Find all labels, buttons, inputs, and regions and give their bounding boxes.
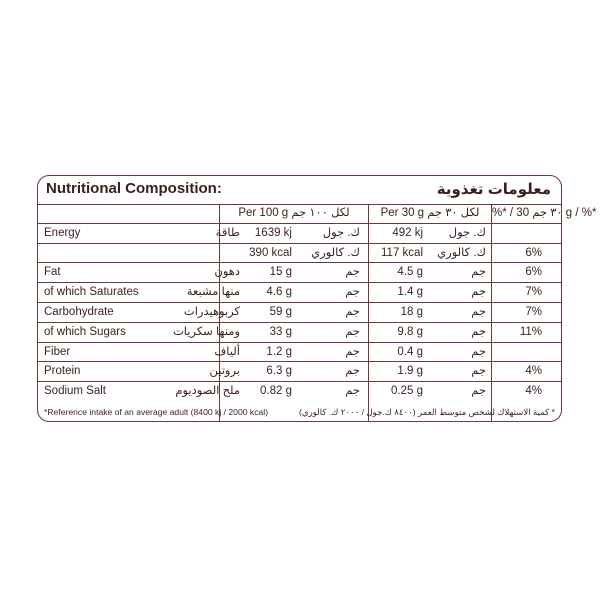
value-pct: 6% [525, 246, 542, 259]
row-label-arabic: ألياف [214, 345, 240, 358]
value-per100: 6.3 g [266, 365, 292, 378]
unit-per30: جم [471, 286, 486, 299]
value-per30: 1.9 g [397, 365, 423, 378]
unit-per30: جم [471, 385, 486, 398]
value-per30: 1.4 g [397, 286, 423, 299]
column-header-pct: %* / ٣٠ جم 30 g / %* [492, 207, 597, 219]
value-per100: 1.2 g [266, 345, 292, 358]
table-row [38, 362, 561, 382]
value-per100: 0.82 g [260, 385, 292, 398]
column-header-per30: Per 30 g لكل ٣٠ جم [380, 207, 480, 219]
unit-per100: جم [345, 266, 360, 279]
unit-per100: ك. جول [322, 226, 360, 239]
row-label-english: Carbohydrate [44, 305, 114, 318]
table-row [38, 343, 561, 363]
unit-per100: جم [345, 325, 360, 338]
value-per30: 0.4 g [397, 345, 423, 358]
row-label-english: Fat [44, 266, 61, 279]
value-pct [492, 224, 542, 243]
row-label-arabic: ملح الصوديوم [175, 385, 240, 398]
unit-per30: ك. جول [448, 226, 486, 239]
value-per100: 4.6 g [266, 286, 292, 299]
value-per100: 1639 kj [254, 226, 292, 239]
table-row [38, 382, 561, 401]
value-pct: 7% [525, 305, 542, 318]
value-pct [492, 343, 542, 362]
value-per30: 9.8 g [397, 325, 423, 338]
unit-per30: جم [471, 345, 486, 358]
value-per30: 4.5 g [397, 266, 423, 279]
value-per30: 492 kj [392, 226, 423, 239]
value-pct: 6% [525, 266, 542, 279]
table-row [38, 244, 561, 264]
row-label-arabic: ومنها سكريات [172, 325, 240, 338]
column-header-per100: Per 100 g لكل ١٠٠ جم [238, 207, 350, 219]
row-label-english: Fiber [44, 345, 71, 358]
value-pct: 11% [519, 325, 542, 338]
footer-note [38, 403, 561, 421]
nutrition-panel [37, 175, 597, 422]
value-per30: 18 g [400, 305, 423, 318]
value-per100: 59 g [269, 305, 292, 318]
value-per30: 0.25 g [391, 385, 423, 398]
row-label-arabic: كربوهيدرات [183, 305, 240, 318]
unit-per100: جم [345, 365, 360, 378]
value-pct: 4% [525, 365, 542, 378]
value-per100: 390 kcal [249, 246, 292, 259]
row-label-english: Energy [44, 226, 81, 239]
table-row [38, 263, 561, 283]
nutrition-table [38, 204, 597, 401]
unit-per100: ك. كالوري [311, 246, 360, 259]
unit-per30: جم [471, 365, 486, 378]
row-label-arabic: منها مشبعة [186, 286, 240, 299]
unit-per30: جم [471, 266, 486, 279]
table-row [38, 303, 561, 323]
unit-per30: جم [471, 325, 486, 338]
table-row [38, 323, 561, 343]
row-label-arabic: دهون [214, 266, 240, 279]
row-label-arabic: طاقة [215, 226, 240, 239]
unit-per100: جم [345, 385, 360, 398]
footer-english: *Reference intake of an average adult (8400 kj / 2000 kcal) [44, 407, 269, 417]
row-label-english: of which Saturates [44, 286, 139, 299]
value-per100: 15 g [269, 266, 292, 279]
value-pct: 7% [525, 286, 542, 299]
unit-per100: جم [345, 286, 360, 299]
row-label-arabic: بروتين [209, 365, 240, 378]
title-arabic: معلومات تغذوية [436, 181, 551, 198]
table-header-row [38, 204, 597, 224]
row-label-english: Sodium Salt [44, 385, 107, 398]
unit-per100: جم [345, 305, 360, 318]
table-row [38, 224, 561, 244]
unit-per100: جم [345, 345, 360, 358]
title-row [38, 176, 561, 205]
row-label-english: Protein [44, 365, 81, 378]
value-per100: 33 g [269, 325, 292, 338]
table-row [38, 283, 561, 303]
footer-arabic: * كمية الاستهلاك لشخص متوسط العمر (٨٤٠٠ ك.جول / ٢٠٠٠ ك. كالوري) [299, 407, 555, 417]
row-label-english: of which Sugars [44, 325, 126, 338]
value-per30: 117 kcal [381, 246, 423, 259]
title-english: Nutritional Composition: [46, 180, 222, 197]
value-pct: 4% [525, 385, 542, 398]
unit-per30: جم [471, 305, 486, 318]
unit-per30: ك. كالوري [437, 246, 486, 259]
